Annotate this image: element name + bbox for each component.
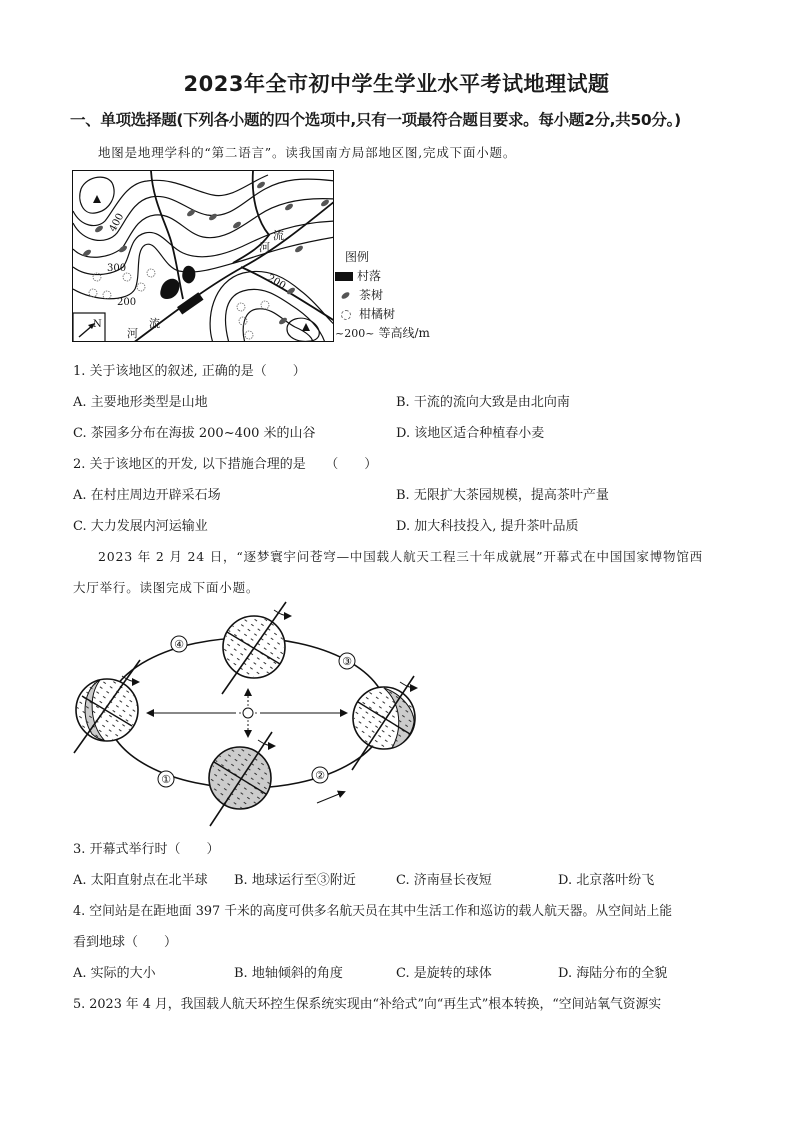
village-block-icon (335, 272, 353, 281)
contour-label-200-east: 200 (265, 272, 288, 292)
orange-tree-icon (123, 273, 131, 281)
earth-top (222, 602, 290, 694)
orange-tree-icon (237, 303, 245, 311)
earth-orbit-drawing (62, 598, 432, 833)
river-tributary-west (151, 171, 183, 299)
earth-right (352, 676, 416, 770)
sun-icon (239, 704, 257, 722)
q2-option-d[interactable]: D. 加大科技投入, 提升茶叶品质 (396, 519, 579, 534)
river-char-he: 河 (127, 327, 138, 340)
earth-left (74, 660, 140, 753)
q4-option-d[interactable]: D. 海陆分布的全貌 (558, 966, 668, 981)
tea-leaf-icon (186, 208, 196, 217)
q2-option-a[interactable]: A. 在村庄周边开辟采石场 (73, 488, 221, 503)
orange-tree-icon (147, 269, 155, 277)
q3-option-b[interactable]: B. 地球运行至③附近 (234, 873, 356, 888)
peak-triangle-icon (302, 323, 310, 331)
intro-text-orbit-line1: 2023 年 2 月 24 日，“逐梦寰宇问苍穹—中国载人航天工程三十年成就展”开幕式在中国国家博物馆西 (98, 549, 703, 564)
section-heading: 一、单项选择题(下列各小题的四个选项中,只有一项最符合题目要求。每小题2分,共50分。) (70, 111, 681, 129)
earth-bottom (209, 732, 274, 826)
orange-tree-icon (239, 317, 247, 325)
legend-title: 图例 (345, 250, 370, 264)
river-branch-east (241, 267, 334, 321)
legend-item-contour: ~200~ 等高线/m (335, 324, 430, 343)
orange-tree-icon (341, 310, 351, 320)
river-char-liu-north: 流 (273, 229, 284, 242)
revolution-direction-arrow (317, 792, 344, 803)
river-char-liu: 流 (149, 317, 160, 330)
orange-tree-icon (245, 331, 253, 339)
q1-option-a[interactable]: A. 主要地形类型是山地 (73, 395, 208, 410)
river-char-he-north: 河 (259, 241, 270, 254)
contour-map (72, 170, 334, 342)
q1-option-b[interactable]: B. 干流的流向大致是由北向南 (396, 395, 570, 410)
contour-label-200: 200 (117, 297, 137, 308)
village-block-icon (182, 266, 195, 284)
question-4-stem-line2: 看到地球（ ） (73, 935, 178, 950)
main-river (133, 201, 334, 342)
earth-orbit-diagram (62, 598, 432, 833)
q1-option-d[interactable]: D. 该地区适合种植春小麦 (396, 426, 545, 441)
tea-leaf-icon (118, 244, 128, 253)
legend-item-village: 村落 (335, 267, 430, 286)
page-title: 2023年全市初中学生学业水平考试地理试题 (183, 72, 610, 96)
legend-item-orange: 柑橘树 (335, 305, 430, 324)
contour-line-icon: ~200~ (335, 327, 375, 340)
tea-leaf-icon (232, 220, 242, 229)
q3-option-d[interactable]: D. 北京落叶纷飞 (558, 873, 655, 888)
orange-tree-icon (103, 291, 111, 299)
q1-option-c[interactable]: C. 茶园多分布在海拔 200~400 米的山谷 (73, 426, 316, 441)
q3-option-a[interactable]: A. 太阳直射点在北半球 (73, 873, 208, 888)
question-4-stem-line1: 4. 空间站是在距地面 397 千米的高度可供多名航天员在其中生活工作和巡访的载人航天器。从空间站上能 (73, 904, 673, 919)
question-5-stem-line1: 5. 2023 年 4 月，我国载人航天环控生保系统实现由“补给式”向“再生式”根本转换，“空间站氧气资源实 (73, 997, 662, 1012)
north-label: N (93, 319, 102, 330)
q4-option-a[interactable]: A. 实际的大小 (73, 966, 156, 981)
orange-tree-icon (261, 301, 269, 309)
question-2-stem: 2. 关于该地区的开发, 以下措施合理的是 （ ） (73, 457, 378, 472)
legend-item-tea: 茶树 (335, 286, 430, 305)
intro-text-map: 地图是地理学科的“第二语言”。读我国南方局部地区图,完成下面小题。 (98, 145, 517, 160)
position-label-3: ③ (342, 655, 352, 668)
position-label-4: ④ (174, 638, 184, 651)
intro-text-orbit-line2: 大厅举行。读图完成下面小题。 (73, 580, 260, 595)
village-block-icon (177, 292, 203, 314)
question-1-stem: 1. 关于该地区的叙述, 正确的是（ ） (73, 364, 306, 379)
village-block-icon (160, 279, 179, 299)
q3-option-c[interactable]: C. 济南昼长夜短 (396, 873, 492, 888)
contour-label-400: 400 (107, 211, 127, 234)
position-label-1: ① (161, 773, 171, 786)
orange-tree-icon (137, 283, 145, 291)
question-3-stem: 3. 开幕式举行时（ ） (73, 842, 220, 857)
q4-option-b[interactable]: B. 地轴倾斜的角度 (234, 966, 343, 981)
q2-option-b[interactable]: B. 无限扩大茶园规模，提高茶叶产量 (396, 488, 609, 503)
position-label-2: ② (315, 769, 325, 782)
contour-map-drawing (73, 171, 334, 342)
tea-leaf-icon (208, 212, 218, 221)
q2-option-c[interactable]: C. 大力发展内河运输业 (73, 519, 208, 534)
contour-label-300: 300 (107, 263, 127, 274)
tea-leaf-icon (340, 291, 350, 300)
peak-triangle-icon (93, 195, 101, 203)
map-legend (335, 248, 430, 343)
contour-peak-nw (80, 177, 114, 213)
tea-leaf-icon (256, 180, 266, 189)
q4-option-c[interactable]: C. 是旋转的球体 (396, 966, 492, 981)
